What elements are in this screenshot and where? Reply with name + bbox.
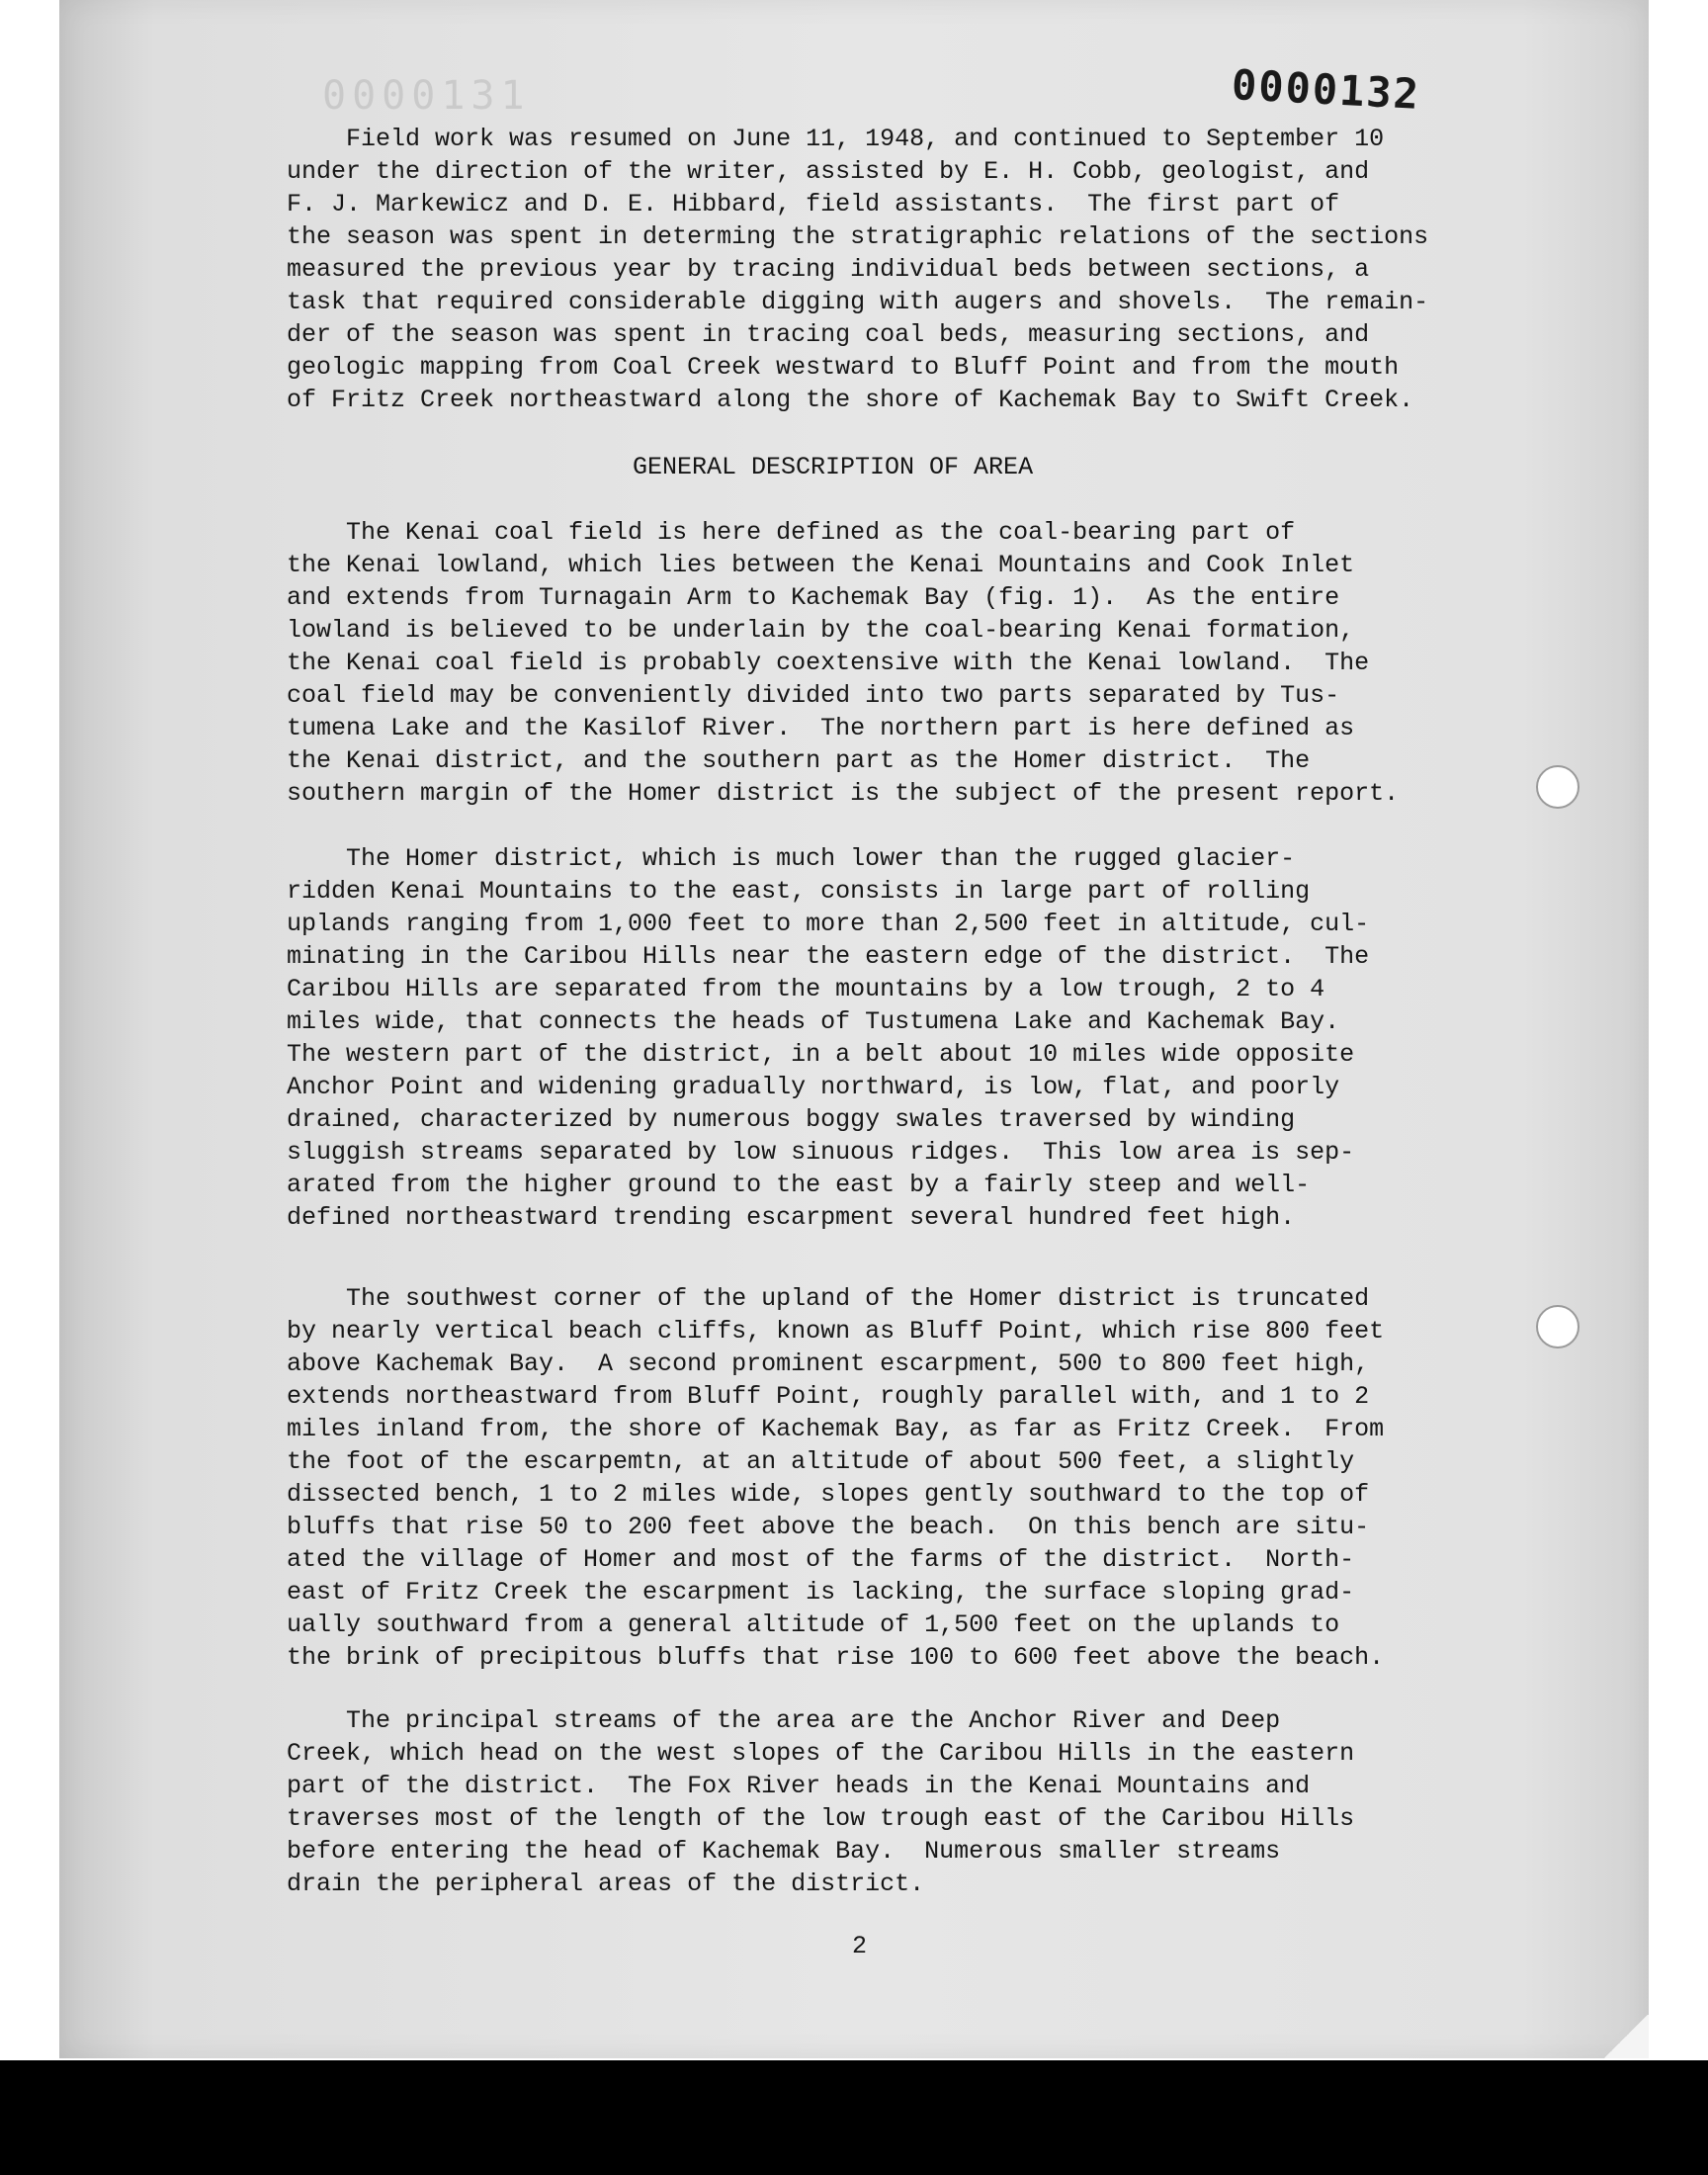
text-line: the Kenai lowland, which lies between the Kenai Mountains and Cook Inlet — [287, 551, 1355, 579]
section-heading: GENERAL DESCRIPTION OF AREA — [633, 453, 1034, 481]
text-line: The Homer district, which is much lower than the rugged glacier- — [287, 844, 1296, 873]
text-line: ated the village of Homer and most of the farms of the district. North- — [287, 1545, 1355, 1574]
text-line: Anchor Point and widening gradually northward, is low, flat, and poorly — [287, 1073, 1340, 1101]
text-line: east of Fritz Creek the escarpment is lacking, the surface sloping grad- — [287, 1578, 1355, 1607]
text-line: bluffs that rise 50 to 200 feet above the beach. On this bench are situ- — [287, 1513, 1370, 1541]
text-line: of Fritz Creek northeastward along the shore of Kachemak Bay to Swift Creek. — [287, 386, 1414, 414]
punch-hole-bottom — [1536, 1305, 1580, 1348]
text-line: dissected bench, 1 to 2 miles wide, slopes gently southward to the top of — [287, 1480, 1370, 1509]
paragraph-principal-streams — [287, 1704, 1562, 1900]
text-line: The western part of the district, in a belt about 10 miles wide opposite — [287, 1040, 1355, 1069]
text-line: drain the peripheral areas of the district. — [287, 1870, 925, 1898]
text-line: sluggish streams separated by low sinuous ridges. This low area is sep- — [287, 1138, 1355, 1167]
text-line: part of the district. The Fox River heads in the Kenai Mountains and — [287, 1772, 1311, 1800]
text-line: Caribou Hills are separated from the mountains by a low trough, 2 to 4 — [287, 975, 1325, 1003]
text-line: miles wide, that connects the heads of Tustumena Lake and Kachemak Bay. — [287, 1007, 1340, 1036]
text-line: F. J. Markewicz and D. E. Hibbard, field assistants. The first part of — [287, 190, 1340, 218]
text-line: the foot of the escarpemtn, at an altitude of about 500 feet, a slightly — [287, 1447, 1355, 1476]
text-line: under the direction of the writer, assisted by E. H. Cobb, geologist, and — [287, 157, 1370, 186]
text-line: defined northeastward trending escarpment several hundred feet high. — [287, 1203, 1296, 1232]
text-line: before entering the head of Kachemak Bay. Numerous smaller streams — [287, 1837, 1281, 1866]
text-line: traverses most of the length of the low trough east of the Caribou Hills — [287, 1804, 1355, 1833]
punch-hole-top — [1536, 765, 1580, 809]
text-line: the brink of precipitous bluffs that rise 100 to 600 feet above the beach. — [287, 1643, 1385, 1672]
paragraph-homer-district — [287, 842, 1562, 1234]
text-line: ridden Kenai Mountains to the east, consists in large part of rolling — [287, 877, 1311, 906]
text-line: drained, characterized by numerous boggy swales traversed by winding — [287, 1105, 1296, 1134]
text-line: arated from the higher ground to the east by a fairly steep and well- — [287, 1171, 1311, 1199]
text-line: Field work was resumed on June 11, 1948, and continued to September 10 — [287, 125, 1385, 153]
text-line: der of the season was spent in tracing coal beds, measuring sections, and — [287, 320, 1370, 349]
text-line: miles inland from, the shore of Kachemak Bay, as far as Fritz Creek. From — [287, 1415, 1385, 1443]
text-line: minating in the Caribou Hills near the eastern edge of the district. The — [287, 942, 1370, 971]
text-line: and extends from Turnagain Arm to Kachemak Bay (fig. 1). As the entire — [287, 583, 1340, 612]
page-number: 2 — [852, 1932, 868, 1960]
text-line: the season was spent in determing the stratigraphic relations of the sections — [287, 222, 1429, 251]
bleed-through-stamp: 0000131 — [322, 73, 531, 119]
text-line: the Kenai coal field is probably coextensive with the Kenai lowland. The — [287, 649, 1370, 677]
text-line: The southwest corner of the upland of the Homer district is truncated — [287, 1284, 1370, 1313]
text-line: The Kenai coal field is here defined as the coal-bearing part of — [287, 518, 1296, 547]
text-line: geologic mapping from Coal Creek westward to Bluff Point and from the mouth — [287, 353, 1400, 382]
text-line: lowland is believed to be underlain by the coal-bearing Kenai formation, — [287, 616, 1355, 645]
text-line: above Kachemak Bay. A second prominent escarpment, 500 to 800 feet high, — [287, 1349, 1370, 1378]
text-line: tumena Lake and the Kasilof River. The northern part is here defined as — [287, 714, 1355, 742]
text-line: uplands ranging from 1,000 feet to more than 2,500 feet in altitude, cul- — [287, 910, 1370, 938]
text-line: task that required considerable digging with augers and shovels. The remain- — [287, 288, 1429, 316]
folded-corner — [1603, 2015, 1649, 2058]
scanner-bottom-band — [0, 2060, 1708, 2175]
page-id-stamp: 0000132 — [1230, 60, 1422, 119]
paragraph-kenai-coal-field — [287, 516, 1562, 810]
text-line: the Kenai district, and the southern part as the Homer district. The — [287, 746, 1311, 775]
text-line: The principal streams of the area are the Anchor River and Deep — [287, 1706, 1281, 1735]
text-line: southern margin of the Homer district is the subject of the present report. — [287, 779, 1400, 808]
text-line: measured the previous year by tracing individual beds between sections, a — [287, 255, 1370, 284]
text-line: Creek, which head on the west slopes of the Caribou Hills in the eastern — [287, 1739, 1355, 1768]
paragraph-field-work — [287, 123, 1562, 416]
text-line: extends northeastward from Bluff Point, roughly parallel with, and 1 to 2 — [287, 1382, 1370, 1411]
text-line: ually southward from a general altitude of 1,500 feet on the uplands to — [287, 1610, 1340, 1639]
text-line: coal field may be conveniently divided into two parts separated by Tus- — [287, 681, 1340, 710]
paragraph-southwest-corner — [287, 1282, 1562, 1674]
text-line: by nearly vertical beach cliffs, known as Bluff Point, which rise 800 feet — [287, 1317, 1385, 1346]
